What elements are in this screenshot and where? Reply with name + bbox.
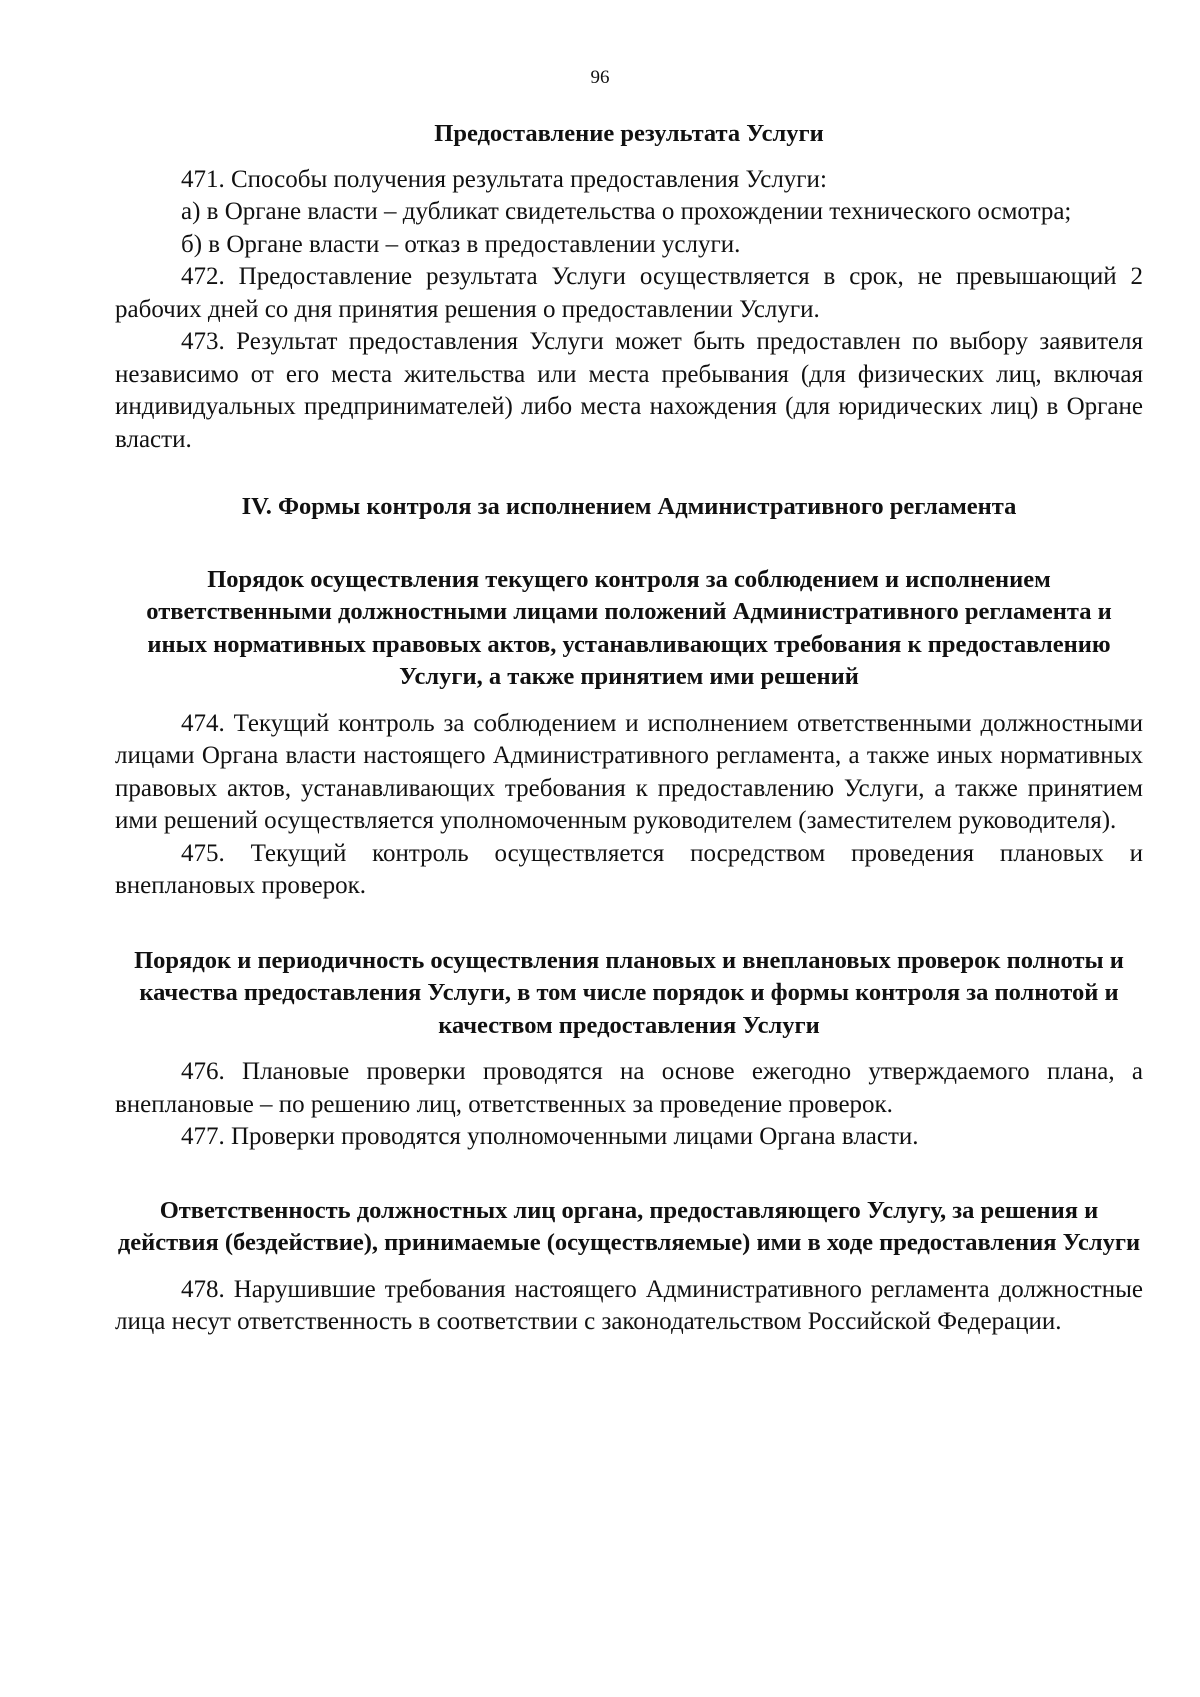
paragraph-476: 476. Плановые проверки проводятся на основе ежегодно утверждаемого плана, а внеплановые – по решению лиц, ответственных за проведение проверок. (115, 1058, 1143, 1118)
chapter-heading-iv: IV. Формы контроля за исполнением Административного регламента (241, 493, 1017, 520)
paragraph-477: 477. Проверки проводятся уполномоченными лицами Органа власти. (181, 1123, 919, 1150)
paragraph-475: 475. Текущий контроль осуществляется посредством проведения плановых и внеплановых проверок. (115, 839, 1143, 899)
page-content (115, 118, 1143, 1339)
paragraph-471-a: а) в Органе власти – дубликат свидетельства о прохождении технического осмотра; (181, 198, 1072, 225)
paragraph-472: 472. Предоставление результата Услуги осуществляется в срок, не превышающий 2 рабочих дней со дня принятия решения о предоставлении Услуги. (115, 263, 1143, 323)
paragraph-471: 471. Способы получения результата предоставления Услуги: (181, 165, 827, 193)
paragraph-474: 474. Текущий контроль за соблюдением и исполнением ответственными должностными лицами Органа власти настоящего Административного регламента, а также иных нормативных правовых актов, устанавливающих требования к предоставлению Услуги, а также принятием ими решений осуществляется уполномоченным руководителем (заместителем руководителя). (115, 709, 1143, 834)
section-heading-result: Предоставление результата Услуги (434, 120, 824, 147)
page-number: 96 (590, 67, 610, 88)
paragraph-473: 473. Результат предоставления Услуги может быть предоставлен по выбору заявителя независимо от его места жительства или места пребывания (для физических лиц, включая индивидуальных предпринимателей) либо места нахождения (для юридических лиц) в Органе власти. (115, 328, 1143, 453)
paragraph-478: 478. Нарушившие требования настоящего Административного регламента должностные лица несут ответственность в соответствии с законодательством Российской Федерации. (115, 1275, 1143, 1335)
paragraph-471-b: б) в Органе власти – отказ в предоставлении услуги. (181, 230, 741, 258)
section-heading-responsibility: Ответственность должностных лиц органа, предоставляющего Услугу, за решения и действия (бездействие), принимаемые (осуществляемые) ими в ходе предоставления Услуги (117, 1196, 1141, 1256)
section-heading-inspections: Порядок и периодичность осуществления плановых и внеплановых проверок полноты и качества предоставления Услуги, в том числе порядок и формы контроля за полнотой и качеством предоставления Услуги (134, 946, 1124, 1039)
section-heading-current-control: Порядок осуществления текущего контроля за соблюдением и исполнением ответственными должностными лицами положений Административного регламента и иных нормативных правовых актов, устанавливающих требования к предоставлению Услуги, а также принятием ими решений (146, 565, 1112, 690)
